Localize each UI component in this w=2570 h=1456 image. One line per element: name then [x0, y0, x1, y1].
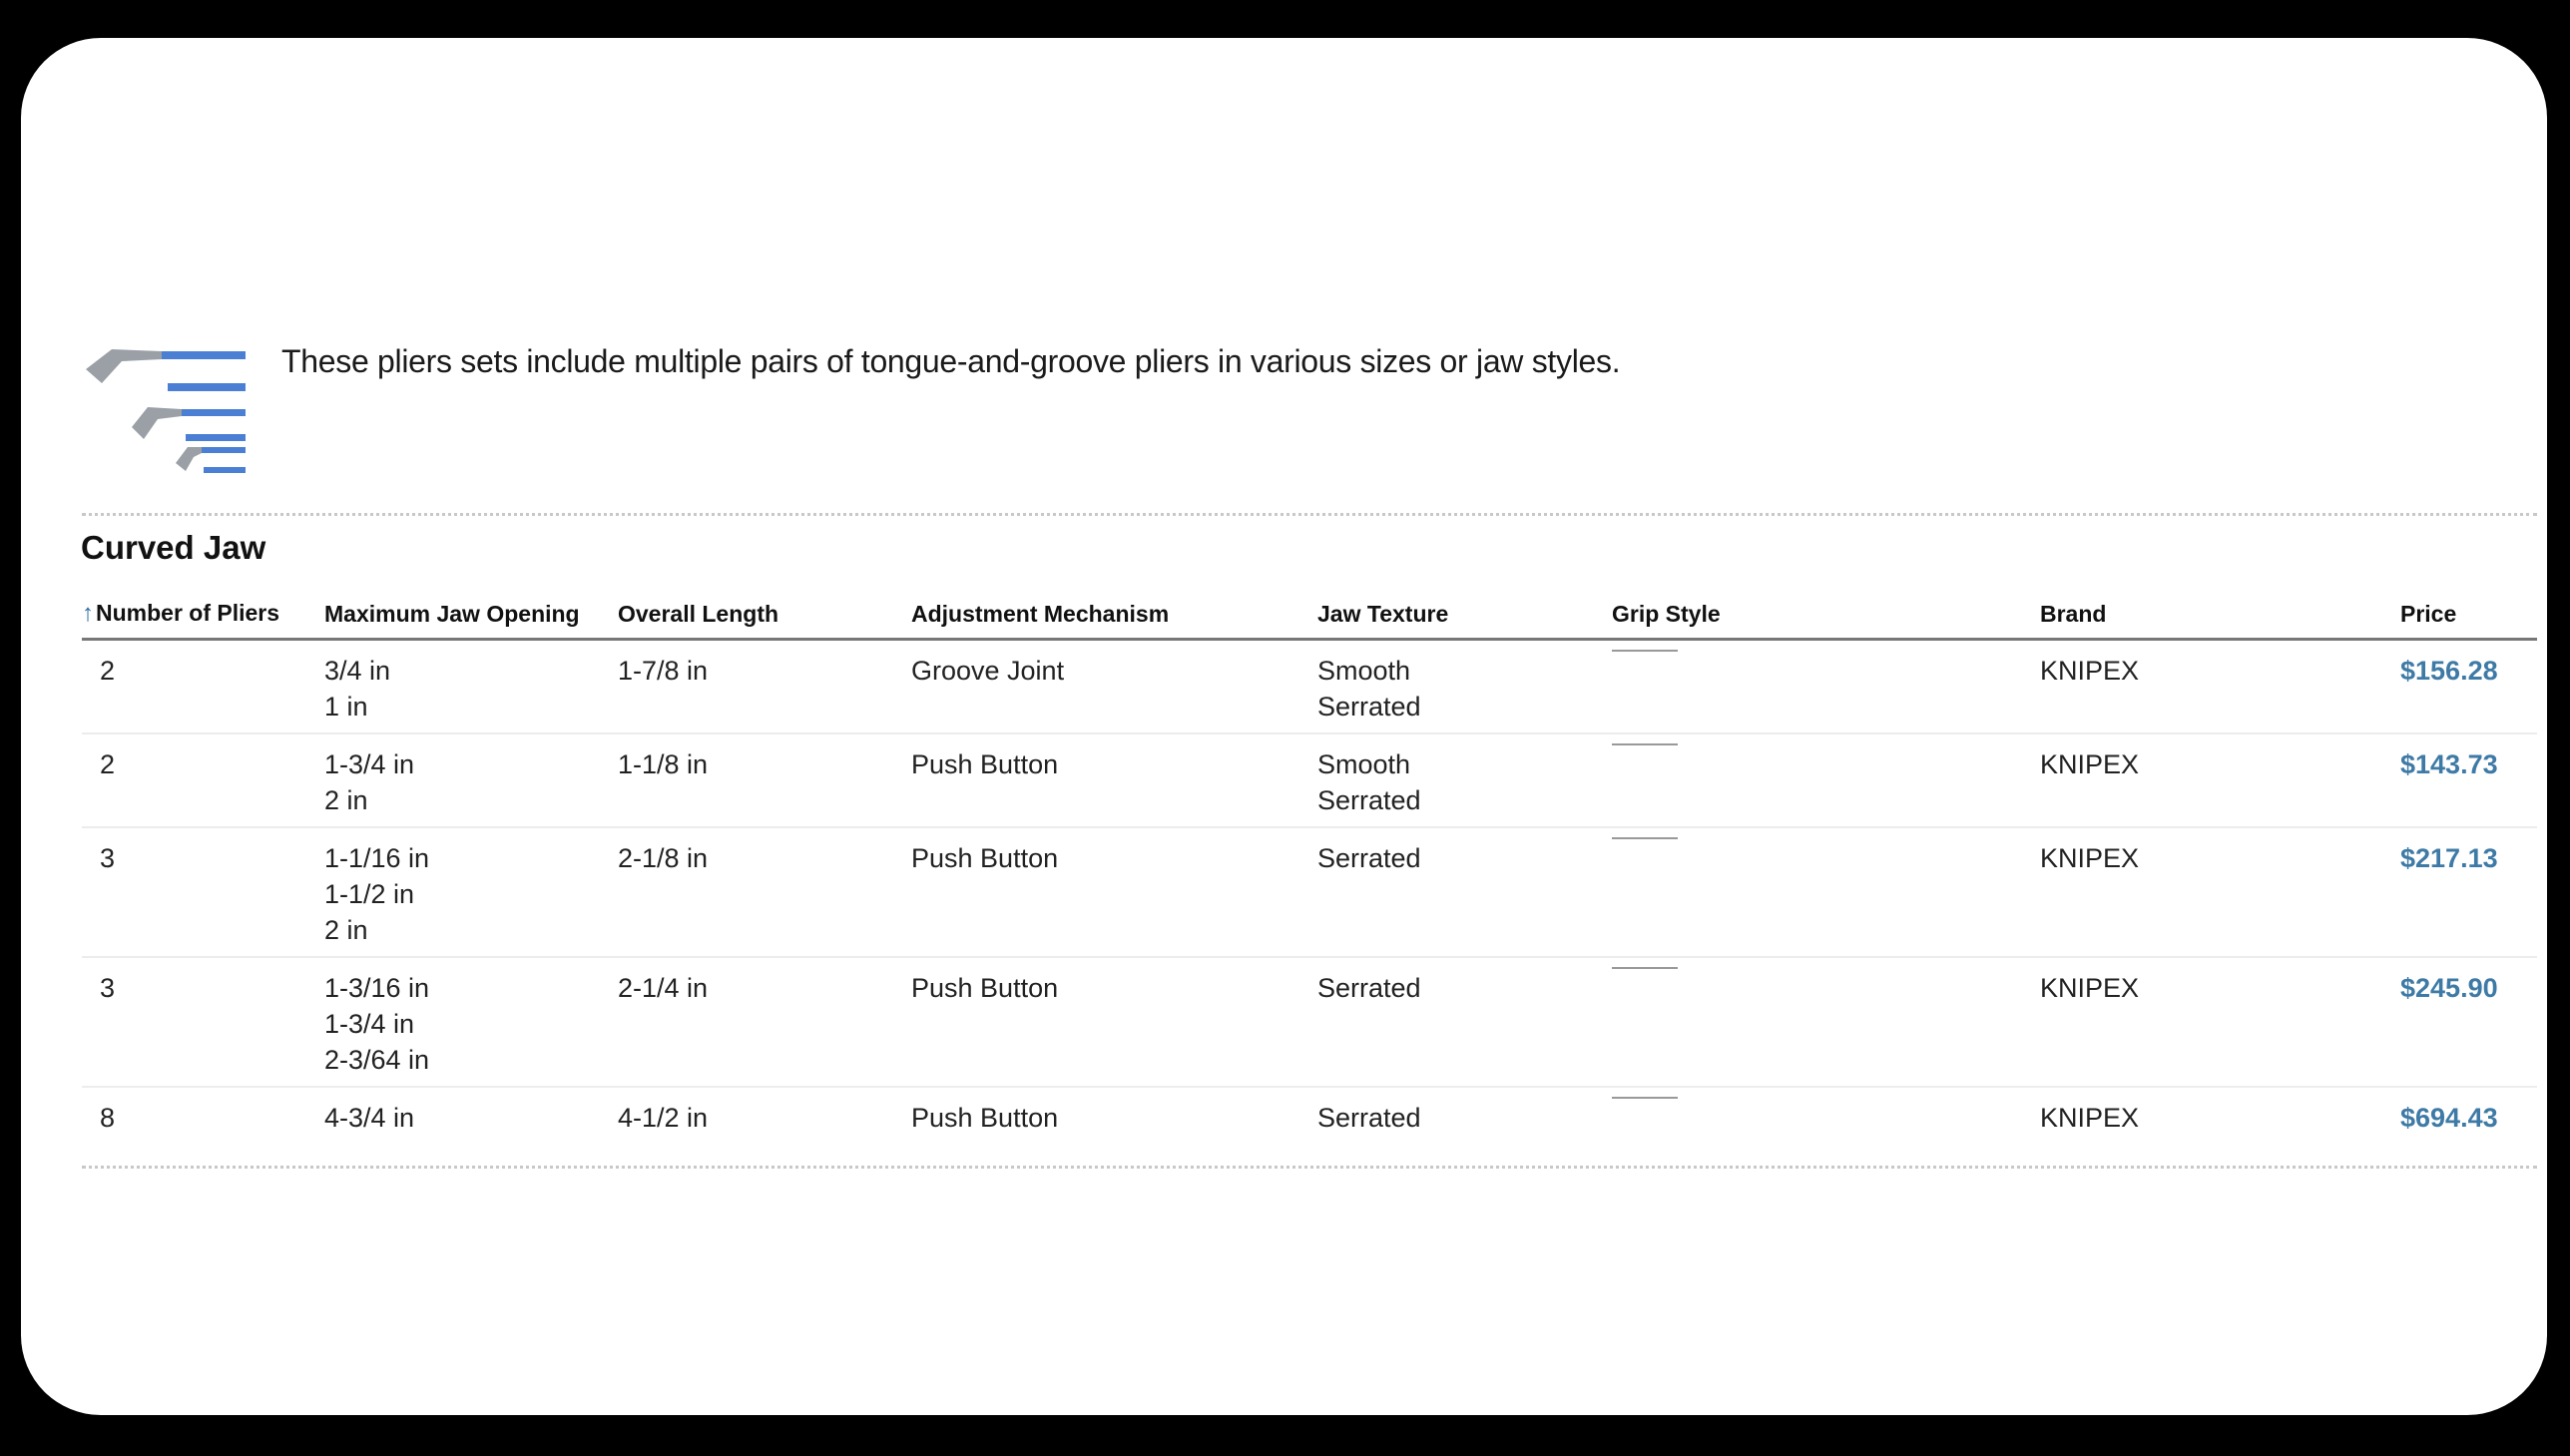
cell-texture — [1317, 639, 1612, 733]
jaw-value: 1-1/2 in — [324, 878, 415, 909]
jaw-value: 1-3/4 in — [324, 1008, 415, 1039]
cell-length: 4-1/2 in — [618, 1102, 709, 1133]
category-intro — [82, 339, 1620, 479]
header-number-of-pliers[interactable]: ↑Number of Pliers — [82, 591, 324, 639]
cell-price-link[interactable]: $156.28 — [2400, 639, 2537, 733]
jaw-value: 1-3/4 in — [324, 748, 415, 779]
empty-value-dash — [1612, 837, 1678, 875]
cell-brand: KNIPEX — [2040, 827, 2400, 957]
product-table — [82, 591, 2537, 1156]
cell-jaw-opening — [324, 733, 618, 827]
cell-texture — [1317, 733, 1612, 827]
cell-jaw-opening — [324, 827, 618, 957]
texture-value: Smooth — [1317, 748, 1411, 779]
cell-adjustment: Groove Joint — [911, 639, 1317, 733]
empty-value-dash — [1612, 967, 1678, 1005]
texture-value: Smooth — [1317, 655, 1411, 686]
table-row[interactable] — [82, 1087, 2537, 1156]
cell-price-link[interactable]: $217.13 — [2400, 827, 2537, 957]
header-adjustment-mechanism[interactable]: Adjustment Mechanism — [911, 591, 1317, 639]
table-row[interactable] — [82, 733, 2537, 827]
empty-value-dash — [1612, 650, 1678, 688]
cell-brand: KNIPEX — [2040, 957, 2400, 1087]
cell-jaw-opening — [324, 1087, 618, 1156]
table-header-row — [82, 591, 2537, 639]
cell-brand: KNIPEX — [2040, 1102, 2140, 1133]
cell-texture — [1317, 827, 1612, 957]
jaw-value: 1-1/16 in — [324, 842, 430, 873]
header-brand[interactable]: Brand — [2040, 591, 2400, 639]
table-row[interactable] — [82, 827, 2537, 957]
texture-value: Serrated — [1317, 972, 1421, 1003]
cell-texture — [1317, 1087, 1612, 1156]
divider — [82, 513, 2537, 516]
cell-price-link[interactable]: $143.73 — [2400, 733, 2537, 827]
cell-grip — [1612, 639, 2040, 733]
cell-jaw-opening — [324, 639, 618, 733]
cell-price-link[interactable]: $245.90 — [2400, 957, 2537, 1087]
texture-value: Serrated — [1317, 691, 1421, 722]
cell-adjustment: Push Button — [911, 957, 1317, 1087]
cell-adjustment: Push Button — [911, 1102, 1059, 1133]
empty-value-dash — [1612, 1097, 1678, 1135]
table-row[interactable] — [82, 957, 2537, 1087]
arrow-up-icon: ↑ — [82, 599, 94, 627]
cell-count: 3 — [82, 827, 324, 957]
texture-value: Serrated — [1317, 784, 1421, 815]
cell-adjustment: Push Button — [911, 733, 1317, 827]
texture-value: Serrated — [1317, 1102, 1421, 1133]
cell-length: 2-1/8 in — [618, 827, 911, 957]
jaw-value: 3/4 in — [324, 655, 391, 686]
header-jaw-texture[interactable]: Jaw Texture — [1317, 591, 1612, 639]
cell-count: 2 — [82, 639, 324, 733]
cell-length: 1-1/8 in — [618, 733, 911, 827]
jaw-value: 1 in — [324, 691, 368, 722]
cell-grip — [1612, 733, 2040, 827]
cell-grip — [1612, 827, 2040, 957]
cell-brand: KNIPEX — [2040, 733, 2400, 827]
cell-count: 8 — [100, 1102, 116, 1133]
jaw-value: 1-3/16 in — [324, 972, 430, 1003]
empty-value-dash — [1612, 743, 1678, 781]
pliers-set-image[interactable] — [82, 339, 246, 479]
header-max-jaw-opening[interactable]: Maximum Jaw Opening — [324, 591, 618, 639]
section-title: Curved Jaw — [81, 529, 266, 566]
cell-grip — [1612, 1087, 2040, 1156]
cell-jaw-opening — [324, 957, 618, 1087]
cell-grip — [1612, 957, 2040, 1087]
header-overall-length[interactable]: Overall Length — [618, 591, 911, 639]
cell-length: 1-7/8 in — [618, 639, 911, 733]
header-price[interactable]: Price — [2400, 591, 2537, 639]
texture-value: Serrated — [1317, 842, 1421, 873]
cell-adjustment: Push Button — [911, 827, 1317, 957]
jaw-value: 4-3/4 in — [324, 1102, 415, 1133]
jaw-value: 2 in — [324, 914, 368, 945]
cell-texture — [1317, 957, 1612, 1087]
table-row[interactable] — [82, 639, 2537, 733]
jaw-value: 2 in — [324, 784, 368, 815]
cell-price-link[interactable]: $694.43 — [2400, 1102, 2498, 1133]
cell-length: 2-1/4 in — [618, 957, 911, 1087]
jaw-value: 2-3/64 in — [324, 1044, 430, 1075]
cell-brand: KNIPEX — [2040, 639, 2400, 733]
divider — [82, 1166, 2537, 1169]
category-description: These pliers sets include multiple pairs of tongue-and-groove pliers in various sizes or jaw styles. — [281, 343, 1621, 379]
header-grip-style[interactable]: Grip Style — [1612, 591, 2040, 639]
cell-count: 3 — [82, 957, 324, 1087]
cell-count: 2 — [82, 733, 324, 827]
